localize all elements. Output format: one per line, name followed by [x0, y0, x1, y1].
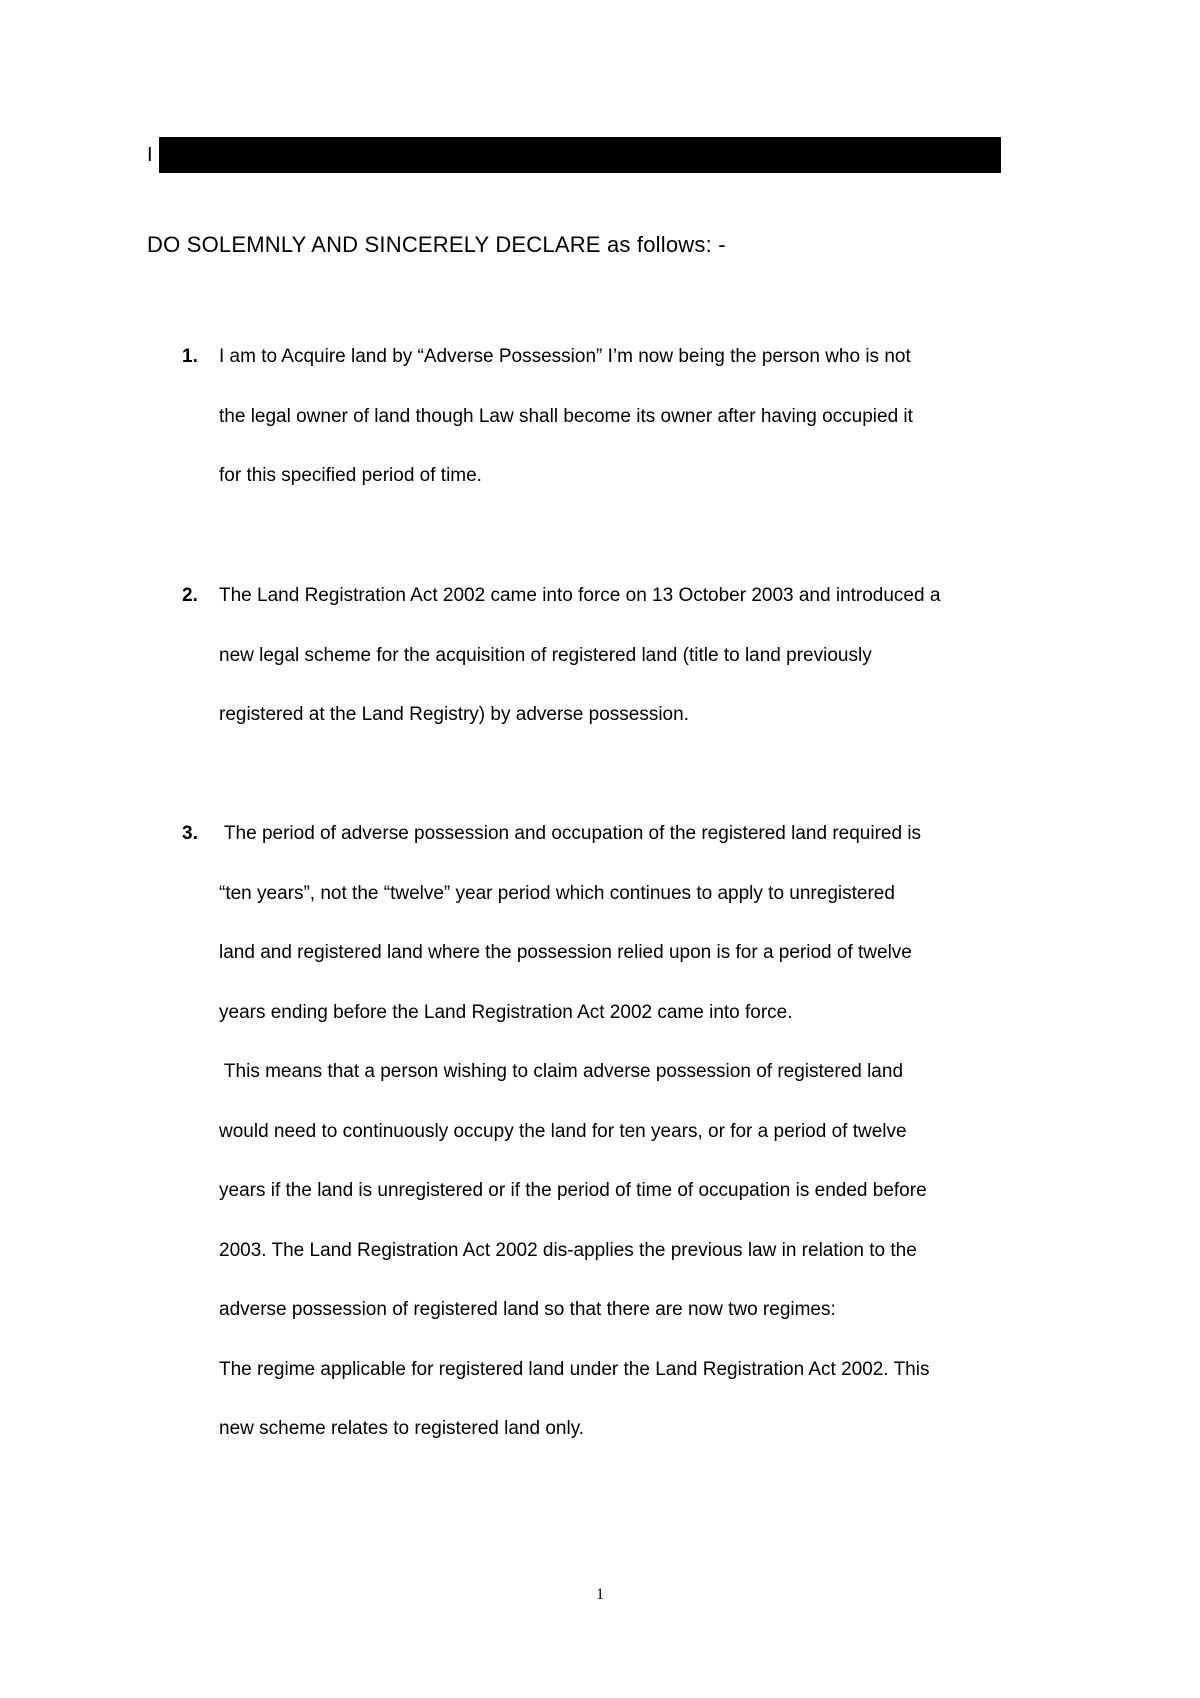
item-number: 2.	[182, 585, 198, 606]
item-line: registered at the Land Registry) by adverse possession.	[219, 704, 689, 725]
item-number: 1.	[182, 346, 198, 367]
item-text	[219, 566, 1069, 745]
declarant-line	[147, 137, 1001, 173]
item-line: I am to Acquire land by “Adverse Possession” I’m now being the person who is not	[219, 346, 911, 367]
item-text	[219, 804, 1069, 1459]
item-line: land and registered land where the possession relied upon is for a period of twelve	[219, 942, 912, 963]
item-line: for this specified period of time.	[219, 465, 482, 486]
item-number: 3.	[182, 823, 198, 844]
item-line: new scheme relates to registered land only.	[219, 1418, 585, 1439]
page-number: 1	[596, 1586, 604, 1603]
item-text	[219, 327, 1069, 506]
item-line: years if the land is unregistered or if the period of time of occupation is ended before	[219, 1180, 927, 1201]
item-line: “ten years”, not the “twelve” year period which continues to apply to unregistered	[219, 882, 895, 904]
item-line: The period of adverse possession and occupation of the registered land required is	[219, 823, 922, 844]
declarant-pronoun: I	[147, 143, 153, 166]
item-line: new legal scheme for the acquisition of registered land (title to land previously	[219, 644, 872, 666]
item-line: This means that a person wishing to claim adverse possession of registered land	[219, 1061, 904, 1082]
item-line: would need to continuously occupy the land for ten years, or for a period of twelve	[219, 1120, 907, 1142]
item-line: The Land Registration Act 2002 came into force on 13 October 2003 and introduced a	[219, 585, 941, 606]
item-line: the legal owner of land though Law shall become its owner after having occupied it	[219, 405, 913, 427]
item-line: years ending before the Land Registration Act 2002 came into force.	[219, 1001, 793, 1023]
redacted-name-block	[159, 137, 1001, 173]
declaration-heading: DO SOLEMNLY AND SINCERELY DECLARE as follows: -	[147, 232, 726, 257]
item-line: adverse possession of registered land so that there are now two regimes:	[219, 1299, 836, 1320]
item-line: The regime applicable for registered land under the Land Registration Act 2002. This	[219, 1358, 930, 1380]
item-line: 2003. The Land Registration Act 2002 dis-applies the previous law in relation to the	[219, 1239, 917, 1261]
